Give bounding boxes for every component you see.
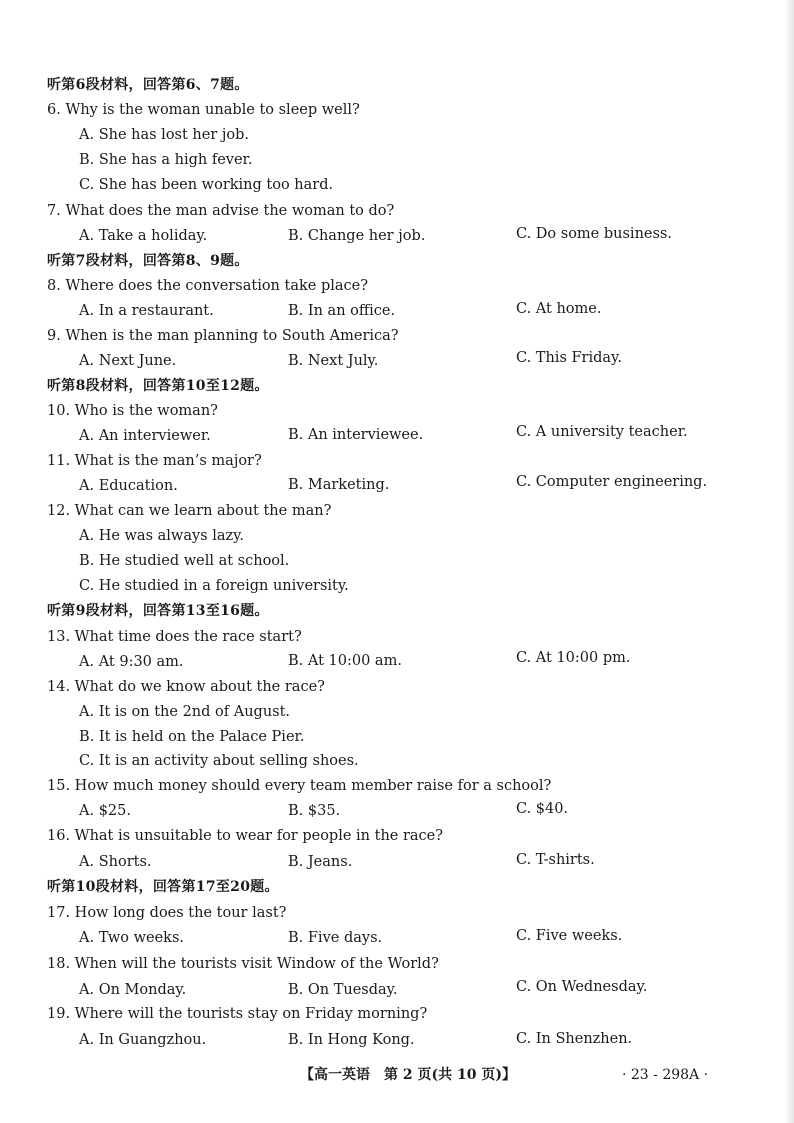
section-heading: 听第8段材料，回答第10至12题。 bbox=[47, 378, 269, 394]
question-stem: 11. What is the man’s major? bbox=[47, 453, 262, 469]
question-stem: 16. What is unsuitable to wear for people in the race? bbox=[47, 828, 444, 844]
option-a: A. She has lost her job. bbox=[79, 127, 250, 143]
section-heading: 听第6段材料，回答第6、7题。 bbox=[47, 77, 249, 93]
option-a: A. An interviewer. bbox=[79, 428, 211, 444]
option-a: A. He was always lazy. bbox=[79, 528, 245, 544]
page-edge-shadow bbox=[784, 0, 794, 1123]
option-c: C. She has been working too hard. bbox=[79, 177, 334, 193]
question-stem: 19. Where will the tourists stay on Friday morning? bbox=[47, 1006, 428, 1022]
option-b: B. On Tuesday. bbox=[288, 982, 398, 998]
section-heading: 听第10段材料，回答第17至20题。 bbox=[47, 879, 279, 895]
question-stem: 17. How long does the tour last? bbox=[47, 905, 287, 921]
question-stem: 14. What do we know about the race? bbox=[47, 679, 325, 695]
option-a: A. Shorts. bbox=[79, 854, 152, 870]
option-b: B. It is held on the Palace Pier. bbox=[79, 729, 305, 745]
option-b: B. She has a high fever. bbox=[79, 152, 253, 168]
question-stem: 7. What does the man advise the woman to do? bbox=[47, 203, 395, 219]
option-c: C. It is an activity about selling shoes. bbox=[79, 753, 359, 769]
option-c: C. $40. bbox=[516, 801, 569, 817]
option-c: C. T-shirts. bbox=[516, 852, 595, 868]
option-c: C. Five weeks. bbox=[516, 928, 623, 944]
page-footer-title: 【高一英语 第 2 页(共 10 页)】 bbox=[300, 1067, 516, 1083]
option-c: C. On Wednesday. bbox=[516, 979, 648, 995]
option-b: B. $35. bbox=[288, 803, 341, 819]
option-a: A. In Guangzhou. bbox=[79, 1032, 207, 1048]
option-c: C. At home. bbox=[516, 301, 602, 317]
option-c: C. At 10:00 pm. bbox=[516, 650, 631, 666]
option-a: A. Take a holiday. bbox=[79, 228, 208, 244]
section-heading: 听第9段材料，回答第13至16题。 bbox=[47, 603, 269, 619]
question-stem: 13. What time does the race start? bbox=[47, 629, 302, 645]
option-a: A. At 9:30 am. bbox=[79, 654, 184, 670]
option-c: C. He studied in a foreign university. bbox=[79, 578, 349, 594]
question-stem: 18. When will the tourists visit Window of the World? bbox=[47, 956, 439, 972]
option-c: C. This Friday. bbox=[516, 350, 622, 366]
option-a: A. It is on the 2nd of August. bbox=[79, 704, 291, 720]
option-b: B. He studied well at school. bbox=[79, 553, 290, 569]
option-b: B. Jeans. bbox=[288, 854, 353, 870]
question-stem: 9. When is the man planning to South America? bbox=[47, 328, 399, 344]
option-b: B. Marketing. bbox=[288, 477, 390, 493]
page-footer-code: · 23 - 298A · bbox=[622, 1067, 709, 1083]
option-b: B. Change her job. bbox=[288, 228, 426, 244]
option-b: B. An interviewee. bbox=[288, 427, 424, 443]
question-stem: 10. Who is the woman? bbox=[47, 403, 218, 419]
option-b: B. In an office. bbox=[288, 303, 396, 319]
option-c: C. Computer engineering. bbox=[516, 474, 708, 490]
option-a: A. On Monday. bbox=[79, 982, 187, 998]
option-a: A. Two weeks. bbox=[79, 930, 185, 946]
option-b: B. Five days. bbox=[288, 930, 383, 946]
option-b: B. Next July. bbox=[288, 353, 379, 369]
question-stem: 15. How much money should every team member raise for a school? bbox=[47, 778, 552, 794]
option-a: A. Next June. bbox=[79, 353, 177, 369]
option-c: C. In Shenzhen. bbox=[516, 1031, 633, 1047]
option-b: B. At 10:00 am. bbox=[288, 653, 402, 669]
option-c: C. Do some business. bbox=[516, 226, 672, 242]
question-stem: 6. Why is the woman unable to sleep well? bbox=[47, 102, 360, 118]
question-stem: 8. Where does the conversation take place? bbox=[47, 278, 368, 294]
option-a: A. In a restaurant. bbox=[79, 303, 214, 319]
option-a: A. $25. bbox=[79, 803, 131, 819]
question-stem: 12. What can we learn about the man? bbox=[47, 503, 332, 519]
section-heading: 听第7段材料，回答第8、9题。 bbox=[47, 253, 249, 269]
option-a: A. Education. bbox=[79, 478, 178, 494]
option-b: B. In Hong Kong. bbox=[288, 1032, 415, 1048]
option-c: C. A university teacher. bbox=[516, 424, 688, 440]
